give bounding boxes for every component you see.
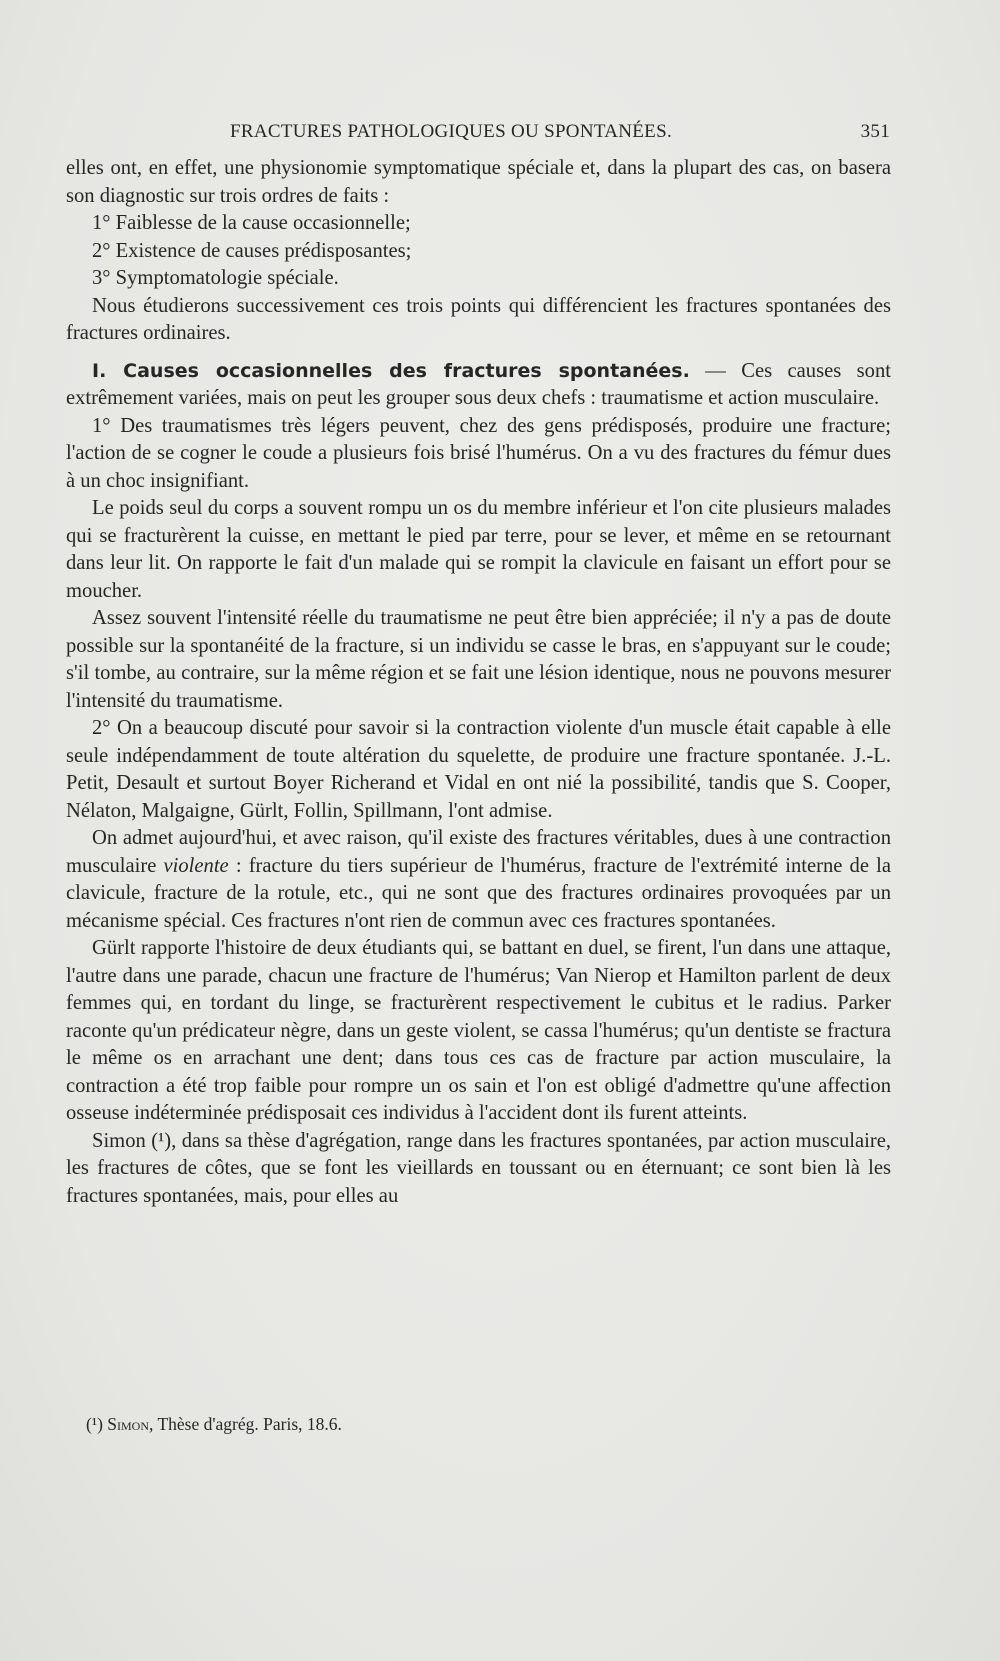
paragraph: 1° Des traumatismes très légers peuvent, chez des gens prédisposés, produire une fracture; l'action de se cogner le coude a plusieurs fois brisé l'humérus. On a vu des fractures du fémur dues à un choc insignifiant. bbox=[66, 414, 891, 492]
emphasis: violente bbox=[163, 854, 229, 877]
page-number: 351 bbox=[860, 121, 890, 142]
footnote-marker: (¹) bbox=[86, 1414, 108, 1434]
paragraph: Assez souvent l'intensité réelle du traumatisme ne peut être bien appréciée; il n'y a pas de doute possible sur la spontanéité de la fracture, si un individu se casse le bras, en s'appuyant sur le coude; s'il tombe, au contraire, sur la même région et se fait une lésion identique, nous ne pouvons mesurer l'intensité du traumatisme. bbox=[66, 607, 891, 712]
list-item: 1° Faiblesse de la cause occasionnelle; bbox=[92, 212, 411, 234]
paragraph: Gürlt rapporte l'histoire de deux étudiants qui, se battant en duel, se firent, l'un dans une attaque, l'autre dans une parade, chacun une fracture de l'humérus; Van Nierop et Hamilton parlent de deux femmes qui, en tordant du linge, se fracturèrent respectivement le cubitus et le radius. Parker raconte qu'un prédicateur nègre, dans un geste violent, se cassa l'humérus; qu'un dentiste se fractura le même os en arrachant une dent; dans tous ces cas de fracture par action musculaire, la contraction a été trop faible pour rompre un os sain et l'on est obligé d'admettre qu'une affection osseuse indéterminée prédisposait ces individus à l'accident dont ils furent atteints. bbox=[66, 937, 891, 1124]
section-text: — Ces causes sont extrêmement variées, mais on peut les grouper sous deux chefs : traumatisme et action musculaire. bbox=[66, 359, 891, 409]
section-paragraph bbox=[66, 358, 891, 413]
list-item: 3° Symptomatologie spéciale. bbox=[92, 267, 339, 289]
paragraph: Simon (¹), dans sa thèse d'agrégation, range dans les fractures spontanées, par action musculaire, les fractures de côtes, que se font les vieillards en toussant ou en éternuant; ce sont bien là les fractures spontanées, mais, pour elles au bbox=[66, 1129, 891, 1207]
footnote-text: , Thèse d'agrég. Paris, 18.6. bbox=[149, 1414, 342, 1434]
paragraph-text: On admet aujourd'hui, et avec raison, qu'il existe des fractures véritables, dues à une contraction musculaire bbox=[66, 827, 891, 877]
paragraph-text: : fracture du tiers supérieur de l'humérus, fracture de l'extrémité interne de la clavicule, fracture de la rotule, etc., qui ne sont que des fractures ordinaires provoquées par un mécanisme spécial. Ces fractures n'ont rien de commun avec ces fractures spontanées. bbox=[66, 854, 891, 932]
footnote bbox=[86, 1412, 786, 1436]
list-item: 2° Existence de causes prédisposantes; bbox=[92, 239, 412, 262]
paragraph bbox=[66, 825, 891, 935]
paragraph: 2° On a beaucoup discuté pour savoir si la contraction violente d'un muscle était capable à elle seule indépendamment de toute altération du squelette, de produire une fracture spontanée. J.-L. Petit, Desault et surtout Boyer Richerand et Vidal en ont nié la possibilité, tandis que S. Cooper, Nélaton, Malgaigne, Gürlt, Follin, Spillmann, l'ont admise. bbox=[66, 717, 891, 822]
section-heading: I. Causes occasionnelles des fractures spontanées. bbox=[92, 359, 690, 382]
paragraph: Le poids seul du corps a souvent rompu un os du membre inférieur et l'on cite plusieurs malades qui se fracturèrent la cuisse, en mettant le pied par terre, pour se lever, et même en se retournant dans leur lit. On rapporte le fait d'un malade qui se rompit la clavicule en faisant un effort pour se moucher. bbox=[66, 497, 891, 602]
paragraph: Nous étudierons successivement ces trois points qui différencient les fractures spontanées des fractures ordinaires. bbox=[66, 294, 891, 344]
running-header bbox=[230, 121, 890, 147]
running-title: FRACTURES PATHOLOGIQUES OU SPONTANÉES. bbox=[230, 121, 673, 142]
body-text bbox=[66, 155, 891, 1210]
paragraph: elles ont, en effet, une physionomie symptomatique spéciale et, dans la plupart des cas, on basera son diagnostic sur trois ordres de faits : bbox=[66, 157, 891, 207]
footnote-author: Simon bbox=[107, 1414, 150, 1434]
